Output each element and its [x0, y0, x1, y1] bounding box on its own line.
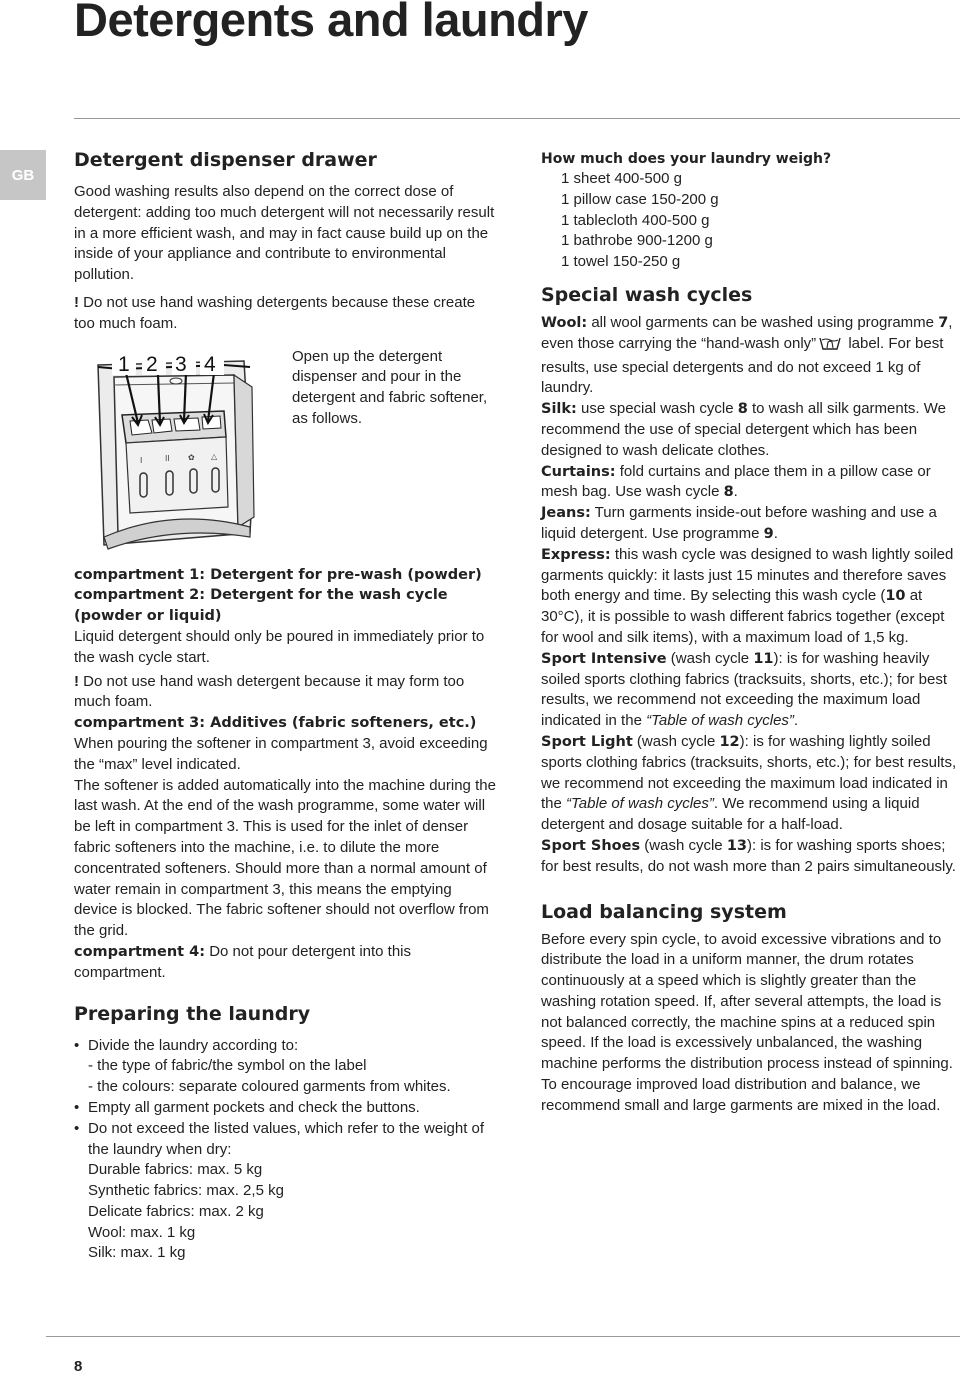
svg-text:II: II [165, 453, 170, 463]
wool-text-a: all wool garments can be washed using programme [587, 313, 939, 331]
compartment-3-text-2: The softener is added automatically into the machine during the last wash. At the end of the wash programme, some water will be left in compartment 3. This is used for the inlet of denser fabric softeners into the machine, i.e. to dilute the more concentrated softeners. Should more than a normal amount of water remain in compartment 3, this means the emptying device is blocked. The fabric softener should not overflow from the grid. [74, 776, 496, 940]
sport-shoes-text-a: (wash cycle [640, 836, 727, 854]
limit-item: Durable fabrics: max. 5 kg [88, 1161, 263, 1179]
list-item: 1 towel 150-250 g [561, 253, 681, 271]
special-heading: Special wash cycles [541, 283, 753, 306]
sport-shoes-paragraph [541, 836, 960, 878]
right-column [541, 149, 960, 1117]
dispenser-heading: Detergent dispenser drawer [74, 149, 377, 171]
express-paragraph [541, 545, 960, 649]
jeans-number: 9 [763, 525, 774, 542]
sport-shoes-text-b: ): is for washing sports shoes; for best results, do not wash more than 2 pairs simultaneously. [541, 836, 956, 875]
compartment-4-label: compartment 4: [74, 943, 206, 960]
list-item: 1 pillow case 150-200 g [561, 190, 719, 208]
wool-label: Wool: [541, 314, 588, 331]
curtains-text-b: . [733, 483, 738, 501]
express-label: Express: [541, 546, 611, 563]
sport-light-paragraph [541, 732, 960, 836]
sport-intensive-paragraph [541, 649, 960, 732]
sub-item: - the type of fabric/the symbol on the label [88, 1057, 367, 1075]
compartment-4-text [74, 942, 499, 984]
silk-label: Silk: [541, 401, 577, 418]
jeans-label: Jeans: [541, 505, 591, 522]
silk-text-b: to wash all silk garments. We recommend the use of special detergent which has been designed to wash delicate clothes. [541, 400, 946, 459]
compartment-3-label: compartment 3: Additives (fabric softeners, etc.) [74, 715, 477, 732]
svg-text:✿: ✿ [188, 452, 195, 462]
limit-item: Delicate fabrics: max. 2 kg [88, 1202, 264, 1220]
figure-label-1: 1 [118, 352, 130, 376]
footer-divider [46, 1336, 960, 1337]
svg-text:△: △ [211, 451, 218, 461]
curtains-paragraph [541, 462, 960, 504]
dispenser-intro: Good washing results also depend on the correct dose of detergent: adding too much detergent will not necessarily result in a more efficient wash, and may in fact cause build up on the inside of your appliance and contribute to environmental pollution. [74, 183, 495, 284]
silk-text-a: use special wash cycle [576, 400, 738, 418]
sport-intensive-number: 11 [753, 650, 774, 667]
figure-label-4: 4 [204, 352, 216, 376]
limit-item: Silk: max. 1 kg [88, 1244, 186, 1262]
warning-text: Do not use hand wash detergent because it may form too much foam. [74, 672, 465, 711]
figure-caption: Open up the detergent dispenser and pour in the detergent and fabric softener, as follows. [292, 347, 488, 427]
figure-label-3: 3 [175, 352, 187, 376]
title-divider [74, 118, 960, 119]
wool-text-b: , even those carrying the “hand-wash only” [541, 313, 953, 352]
language-tab: GB [0, 150, 46, 200]
wool-text-c: label. For best results, use special detergents and do not exceed 1 kg of laundry. [541, 334, 944, 397]
list-item: • Empty all garment pockets and check the buttons. [74, 1098, 499, 1119]
limit-item: Synthetic fabrics: max. 2,5 kg [88, 1182, 284, 1200]
warning-mark: ! [74, 293, 79, 311]
page-title: Detergents and laundry [74, 0, 588, 46]
list-item: 1 bathrobe 900-1200 g [561, 232, 713, 250]
warning-text: Do not use hand washing detergents because these create too much foam. [74, 293, 476, 332]
list-item: 1 sheet 400-500 g [561, 170, 682, 187]
dispenser-figure-row [74, 337, 499, 559]
list-item [74, 1036, 499, 1098]
detergent-drawer-illustration [74, 337, 292, 559]
list-item: 1 tablecloth 400-500 g [561, 211, 710, 229]
sport-light-text-a: (wash cycle [632, 732, 720, 750]
jeans-text-a: Turn garments inside-out before washing and use a liquid detergent. Use programme [541, 504, 937, 542]
sport-light-number: 12 [719, 733, 740, 750]
weigh-heading: How much does your laundry weigh? [541, 151, 832, 167]
compartment-1-label: compartment 1: Detergent for pre-wash (powder) [74, 566, 482, 583]
curtains-text-a: fold curtains and place them in a pillow case or mesh bag. Use wash cycle [541, 462, 931, 501]
compartment-3-text-1: When pouring the softener in compartment 3, avoid exceeding the “max” level indicated. [74, 734, 488, 773]
svg-text:I: I [140, 455, 143, 465]
sport-intensive-text-b: ): is for washing heavily soiled sports clothing fabrics (tracksuits, shorts, etc.); for best results, we recommend not exceeding the maximum load indicated in the [541, 649, 947, 730]
sport-intensive-label: Sport Intensive [541, 650, 667, 667]
silk-number: 8 [737, 401, 748, 418]
sport-light-label: Sport Light [541, 733, 633, 750]
preparing-heading: Preparing the laundry [74, 1002, 311, 1025]
compartment-2-text: Liquid detergent should only be poured in immediately prior to the wash cycle start. [74, 627, 485, 666]
jeans-paragraph [541, 503, 960, 545]
express-text-a: this wash cycle was designed to wash lightly soiled garments quickly: it lasts just 15 minutes and therefore saves both energy and time. By selecting this wash cycle ( [541, 545, 954, 605]
sport-shoes-number: 13 [726, 837, 747, 854]
sport-shoes-label: Sport Shoes [541, 837, 641, 854]
left-column [74, 146, 499, 1264]
compartment-2-label: compartment 2: Detergent for the wash cycle (powder or liquid) [74, 587, 448, 625]
weigh-list [541, 169, 960, 273]
dispenser-warning-1 [74, 293, 499, 335]
sport-light-text-b: ): is for washing lightly soiled sports clothing fabrics (tracksuits, shorts, etc.); for best results, we recommend not exceeding the maximum load indicated in the [541, 732, 957, 813]
jeans-text-b: . [773, 524, 778, 542]
balancing-text: Before every spin cycle, to avoid excessive vibrations and to distribute the load in a uniform manner, the drum rotates continuously at a speed which is slightly greater than the washing rotation speed. If, after several attempts, the load is not balanced correctly, the machine spins at a reduced spin speed. If the load is excessively unbalanced, the washing machine performs the distribution process instead of spinning. To encourage improved load distribution and balance, we recommend small and large garments are mixed in the load. [541, 930, 953, 1114]
list-item-text: Do not exceed the listed values, which refer to the weight of the laundry when dry: [88, 1119, 485, 1158]
dispenser-warning-2 [74, 672, 499, 714]
curtains-number: 8 [723, 484, 734, 501]
preparing-list [74, 1036, 499, 1265]
express-text-b: at 30°C), it is possible to wash different fabrics together (except for wool and silk items), with a maximum load of 1,5 kg. [541, 587, 945, 646]
warning-mark: ! [74, 672, 79, 690]
sport-intensive-text-a: (wash cycle [666, 649, 754, 667]
hand-wash-icon [819, 335, 841, 358]
express-number: 10 [885, 588, 906, 605]
page-number: 8 [74, 1358, 83, 1375]
sport-intensive-text-c: . [793, 712, 799, 730]
silk-paragraph [541, 399, 960, 461]
wool-paragraph [541, 313, 960, 399]
sport-light-text-c: . We recommend using a liquid detergent and dosage suitable for a half-load. [541, 795, 920, 834]
compartment-4-body: Do not pour detergent into this compartment. [74, 942, 412, 981]
limit-item: Wool: max. 1 kg [88, 1223, 196, 1241]
table-reference: “Table of wash cycles” [646, 712, 794, 730]
sub-item: - the colours: separate coloured garments from whites. [88, 1078, 451, 1096]
curtains-label: Curtains: [541, 463, 616, 480]
wool-number: 7 [938, 314, 949, 331]
table-reference: “Table of wash cycles” [566, 795, 714, 813]
list-item [74, 1119, 499, 1265]
figure-label-2: 2 [146, 352, 158, 376]
list-item-text: Divide the laundry according to: [88, 1036, 299, 1054]
balancing-heading: Load balancing system [541, 900, 787, 923]
